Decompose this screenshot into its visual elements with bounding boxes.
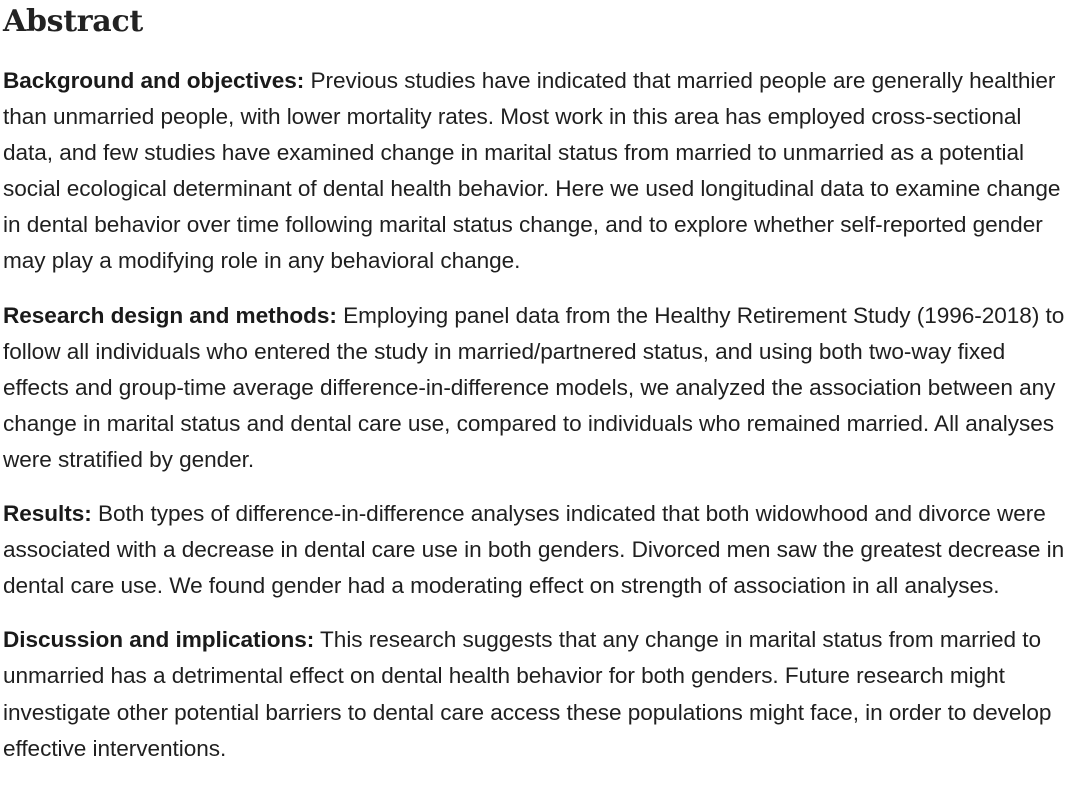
section-heading: Background and objectives: [3, 68, 305, 93]
section-heading: Research design and methods: [3, 302, 337, 328]
abstract-background-objectives [3, 63, 1077, 280]
section-heading: Discussion and implications: [3, 627, 315, 653]
section-text: Employing panel data from the Healthy Retirement Study (1996-2018) to follow all individuals who entered the study in married/partnered status, and using both two-way fixed effects and group-time average difference-in-difference models, we analyzed the association between any change in marital status and dental care use, compared to individuals who remained married. All analyses were stratified by gender. [3, 302, 1065, 472]
abstract-section [3, 0, 1077, 767]
abstract-title: Abstract [3, 4, 143, 39]
section-text: Both types of difference-in-difference analyses indicated that both widowhood and divorce were associated with a decrease in dental care use in both genders. Divorced men saw the greatest decrease in dental care use. We found gender had a moderating effect on strength of association in all analyses. [3, 501, 1065, 599]
section-text: Previous studies have indicated that married people are generally healthier than unmarried people, with lower mortality rates. Most work in this area has employed cross-sectional data, and few studies have examined change in marital status from married to unmarried as a potential social ecological determinant of dental health behavior. Here we used longitudinal data to examine change in dental behavior over time following marital status change, and to explore whether self-reported gender may play a modifying role in any behavioral change. [3, 68, 1061, 274]
abstract-discussion-implications [3, 622, 1077, 766]
abstract-research-design-methods [3, 298, 1077, 478]
section-heading: Results: [3, 501, 92, 527]
section-text: This research suggests that any change in marital status from married to unmarried has a detrimental effect on dental health behavior for both genders. Future research might investigate other potential barriers to dental care access these populations might face, in order to develop effective interventions. [3, 627, 1052, 761]
abstract-results [3, 496, 1077, 604]
